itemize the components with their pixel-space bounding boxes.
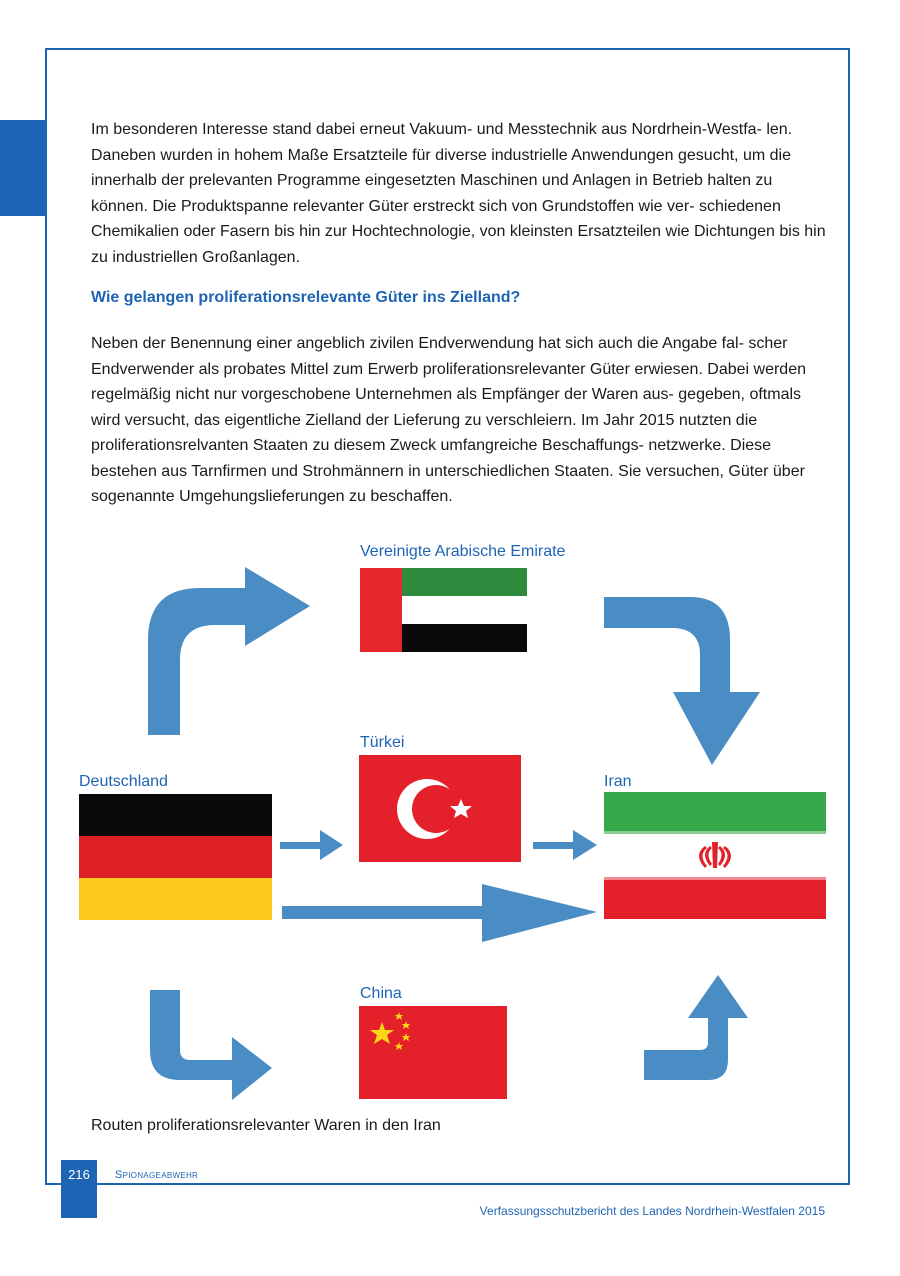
label-turkey: Türkei <box>360 734 405 751</box>
arrow-germany-to-uae <box>148 567 310 735</box>
section-heading: Wie gelangen proliferationsrelevante Güter ins Zielland? <box>91 289 521 306</box>
arrow-china-to-iran <box>644 975 748 1080</box>
label-china: China <box>360 985 402 1002</box>
report-title: Verfassungsschutzbericht des Landes Nordrhein-Westfalen 2015 <box>479 1204 825 1218</box>
germany-flag <box>79 794 272 920</box>
uae-flag <box>360 568 527 652</box>
body-paragraph-1: Im besonderen Interesse stand dabei erneut Vakuum- und Messtechnik aus Nordrhein-Westfa- len. Daneben wurden in hohem Maße Ersatzteile für diverse industrielle Anwendungen gesucht, um die innerhalb der prelevanten Programme eingesetzten Maschinen und Anlagen in Betrieb halten zu können. Die Produktspanne relevanter Güter erstreckt sich von Grundstoffen wie ver- schiedenen Chemikalien oder Fasern bis hin zur Hochtechnologie, von kleinsten Ersatzteilen wie Dichtungen bis hin zu industriellen Großanlagen. <box>91 121 826 266</box>
figure-caption: Routen proliferationsrelevanter Waren in den Iran <box>91 1117 441 1134</box>
page-number-box <box>61 1160 97 1218</box>
arrow-germany-to-china <box>150 990 272 1100</box>
page-number: 216 <box>68 1167 90 1182</box>
arrow-germany-to-turkey <box>280 830 343 860</box>
section-name: Spionageabwehr <box>115 1169 199 1181</box>
china-flag <box>359 1006 507 1099</box>
arrow-germany-to-iran <box>282 884 597 942</box>
arrow-turkey-to-iran <box>533 830 597 860</box>
label-iran: Iran <box>604 773 632 790</box>
arrow-uae-to-iran <box>604 597 760 765</box>
turkey-flag <box>359 755 521 862</box>
iran-flag <box>604 792 826 919</box>
label-uae: Vereinigte Arabische Emirate <box>360 543 566 560</box>
label-germany: Deutschland <box>79 773 168 790</box>
body-paragraph-2: Neben der Benennung einer angeblich zivilen Endverwendung hat sich auch die Angabe fal- scher Endverwender als probates Mittel zum Erwerb proliferationsrelevanter Güter erwiesen. Dabei werden regelmäßig nicht nur vorgeschobene Unternehmen als Empfänger der Waren aus- gegeben, oftmals wird versucht, das eigentliche Zielland der Lieferung zu verschleiern. Im Jahr 2015 nutzten die proliferationsrelvanten Staaten zu diesem Zweck umfangreiche Beschaffungs- netzwerke. Diese bestehen aus Tarnfirmen und Strohmännern in unterschiedlichen Staaten. Sie versuchen, Güter über sogenannte Umgehungslieferungen zu beschaffen. <box>91 335 806 505</box>
